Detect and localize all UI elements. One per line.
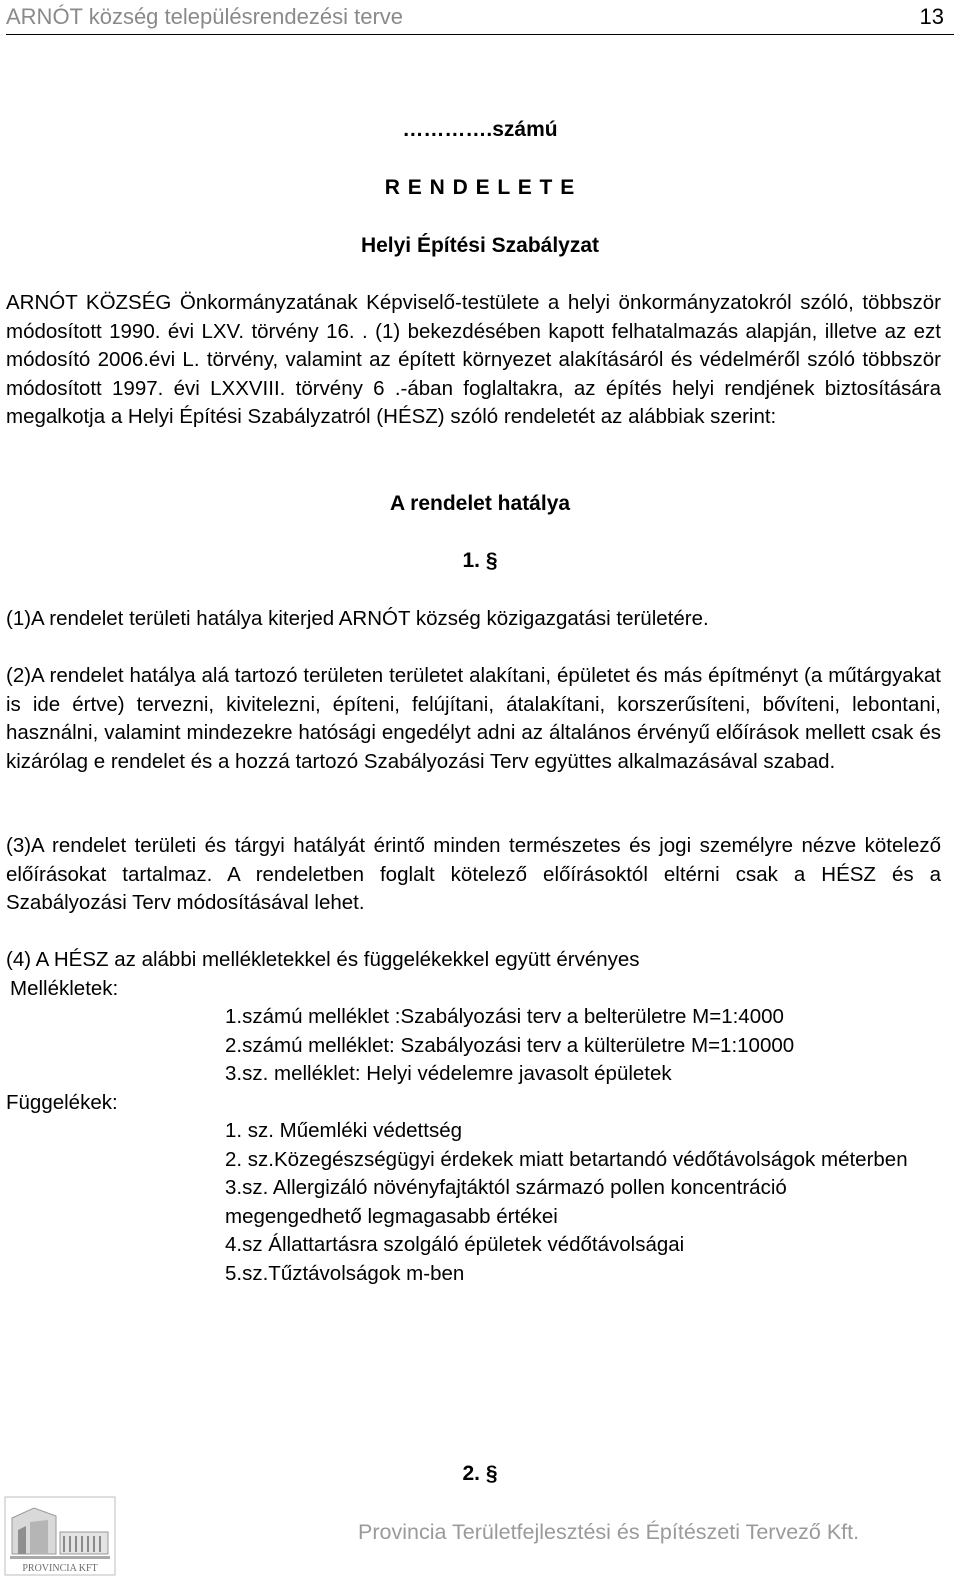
list-item: 5.sz.Tűztávolságok m-ben [225, 1261, 465, 1285]
decree-number-line: ………….számú [402, 118, 558, 141]
document-title: ARNÓT község településrendezési terve [6, 4, 404, 29]
list-item: 3.sz. Allergizáló növényfajtáktól származó pollen koncentráció megengedhető legmagasabb értékei [225, 1176, 787, 1228]
page-header [6, 0, 954, 35]
paragraph-4: (4) A HÉSZ az alábbi mellékletekkel és függelékekkel együtt érvényes [6, 948, 640, 971]
decree-heading: R E N D E L E T E [384, 176, 576, 199]
list-item: 1.számú melléklet :Szabályozási terv a belterületre M=1:4000 [225, 1005, 784, 1028]
intro-paragraph: ARNÓT KÖZSÉG Önkormányzatának Képviselő-testülete a helyi önkormányzatokról szóló, többször módosított 1990. évi LXV. törvény 16. . (1) bekezdésében kapott felhatalmazás alapján, illetve az ezt módosító 2006.évi L. törvény, valamint az épített környezet alakításáról és védelméről szóló többször módosított 1997. évi LXXVIII. törvény 6 .-ában foglaltakra, az építés helyi rendjének biztosítására megalkotja a Helyi Építési Szabályzatról (HÉSZ) szóló rendeletét az alábbiak szerint: [6, 291, 941, 428]
paragraph-2: (2)A rendelet hatálya alá tartozó területen területet alakítani, épületet és más építményt (a műtárgyakat is ide értve) tervezni, kivitelezni, építeni, felújítani, átalakítani, korszerűsíteni, bővíteni, lebontani, használni, valamint mindezekre hatósági engedélyt adni az általános érvényű előírások mellett csak és kizárólag e rendelet és a hozzá tartozó Szabályozási Terv együttes alkalmazásával szabad. [6, 664, 941, 773]
section-2-number: 2. § [462, 1462, 498, 1485]
fuggelekek-label: Függelékek: [6, 1091, 118, 1114]
mellekletek-list [225, 1003, 945, 1089]
mellekletek-label: Mellékletek: [10, 977, 119, 1000]
paragraph-sign-icon: § [485, 549, 498, 572]
list-item: 2. sz.Közegészségügyi érdekek miatt betartandó védőtávolságok méterben [225, 1147, 908, 1171]
section-1-number: 1. § [462, 549, 498, 572]
logo-text: PROVINCIA KFT [22, 1563, 98, 1574]
decree-subtitle: Helyi Építési Szabályzat [360, 234, 600, 257]
fuggelekek-list [225, 1117, 945, 1288]
list-item: 2.számú melléklet: Szabályozási terv a külterületre M=1:10000 [225, 1033, 795, 1057]
list-item: 4.sz Állattartásra szolgáló épületek védőtávolságai [225, 1233, 685, 1256]
list-item: 1. sz. Műemléki védettség [225, 1119, 462, 1142]
paragraph-3: (3)A rendelet területi és tárgyi hatályát érintő minden természetes és jogi személyre nézve kötelező előírásokat tartalmaz. A rendeletben foglalt kötelező előírásoktól eltérni csak a HÉSZ és a Szabályozási Terv módosításával lehet. [6, 834, 941, 914]
paragraph-sign-icon: § [485, 1462, 498, 1485]
paragraph-1: (1)A rendelet területi hatálya kiterjed ARNÓT község közigazgatási területére. [6, 607, 709, 630]
page-number: 13 [919, 4, 944, 29]
list-item: 3.sz. melléklet: Helyi védelemre javasolt épületek [225, 1062, 672, 1085]
company-logo [4, 1496, 116, 1576]
section-heading: A rendelet hatálya [389, 492, 571, 515]
footer-company: Provincia Területfejlesztési és Építészeti Tervező Kft. [358, 1520, 860, 1544]
